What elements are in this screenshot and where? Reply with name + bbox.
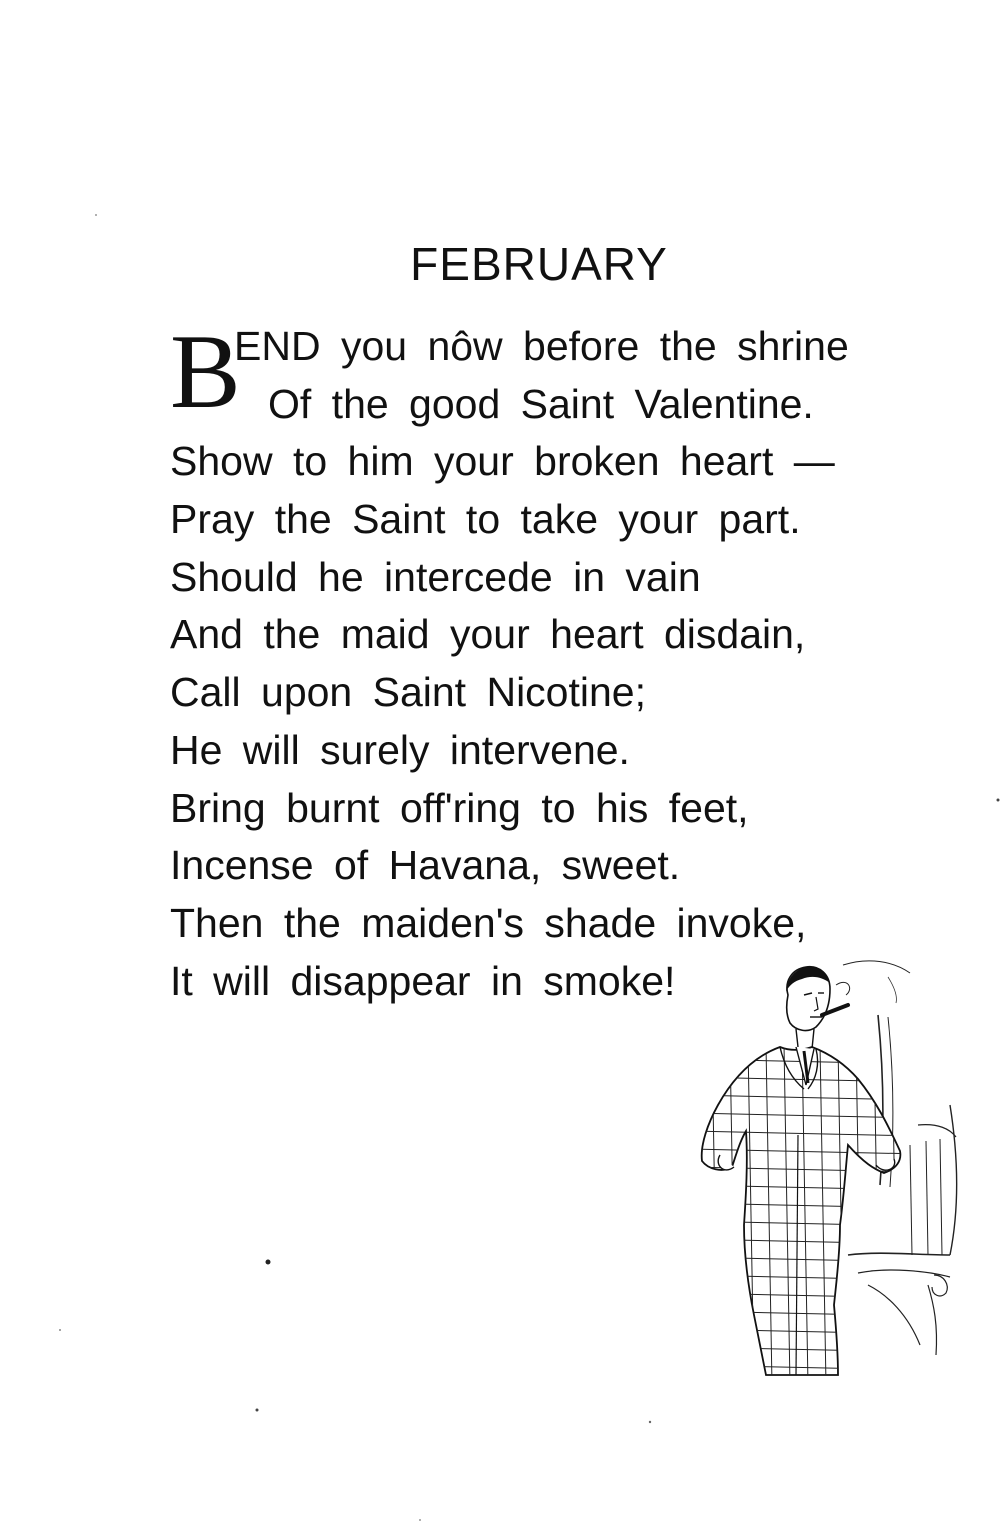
man-smoking-cigar-sketch-icon [688, 955, 968, 1395]
poem-line: He will surely intervene. [170, 726, 630, 773]
drop-cap: B [170, 313, 241, 430]
poem-body [170, 313, 890, 1010]
poem-line: Should he intercede in vain [170, 553, 701, 600]
poem-line: Show to him your broken heart — [170, 438, 835, 485]
poem-line-2: Of the good Saint Valentine. [268, 380, 814, 427]
poem-line: Pray the Saint to take your part. [170, 496, 801, 543]
poem-title: FEBRUARY [410, 238, 668, 290]
poem-line: Then the maiden's shade invoke, [170, 899, 807, 946]
poem-line-1: END you nôw before the shrine [234, 323, 849, 369]
poem-line: And the maid your heart disdain, [170, 611, 806, 658]
poem-line: It will disappear in smoke! [170, 957, 676, 1004]
poem-line: Call upon Saint Nicotine; [170, 669, 646, 716]
poem-line: Incense of Havana, sweet. [170, 842, 681, 889]
poem-line: Bring burnt off'ring to his feet, [170, 784, 749, 831]
poem-opening [170, 313, 890, 433]
